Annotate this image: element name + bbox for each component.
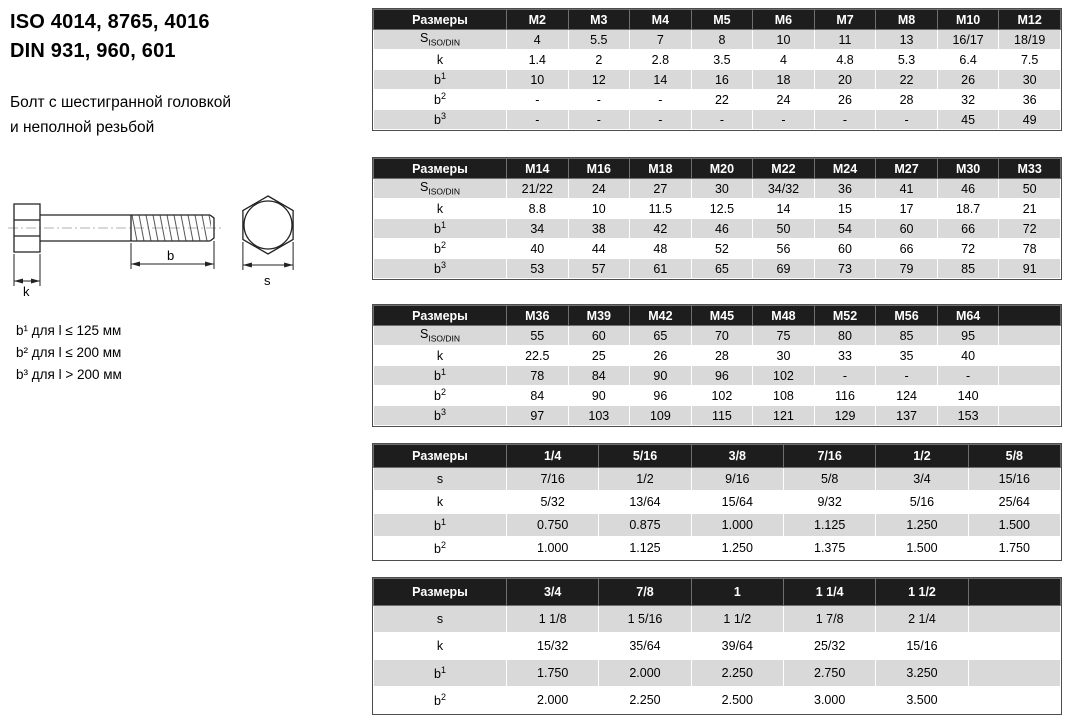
value-cell: 1/2 [599, 468, 691, 491]
value-cell-blank [968, 660, 1060, 687]
value-cell: 8.8 [507, 199, 569, 219]
column-header: Размеры [374, 445, 507, 468]
row-label: $b^2$ [374, 386, 507, 406]
value-cell: 153 [937, 406, 999, 426]
value-cell: 61 [630, 259, 692, 279]
value-cell: 3.250 [876, 660, 968, 687]
value-cell: 91 [999, 259, 1061, 279]
value-cell: 26 [630, 346, 692, 366]
value-cell: 3/4 [876, 468, 968, 491]
column-header: Размеры [374, 579, 507, 606]
value-cell: 21 [999, 199, 1061, 219]
value-cell: 2.500 [691, 687, 783, 714]
row-label: $b^1$ [374, 366, 507, 386]
column-header: M36 [507, 306, 569, 326]
value-cell: 85 [876, 326, 938, 346]
value-cell: 30 [691, 179, 753, 199]
value-cell: 1.250 [691, 537, 783, 560]
footnote-b3: b³ для l > 200 мм [16, 367, 122, 382]
hex-chamfer-circle [244, 201, 292, 249]
column-header: M7 [814, 10, 876, 30]
value-cell: 33 [814, 346, 876, 366]
value-cell: 22 [691, 90, 753, 110]
value-cell: 10 [568, 199, 630, 219]
value-cell: 13 [876, 30, 938, 50]
row-label: $b^1$ [374, 660, 507, 687]
value-cell: 73 [814, 259, 876, 279]
value-cell: 129 [814, 406, 876, 426]
value-cell: - [937, 366, 999, 386]
column-header: M56 [876, 306, 938, 326]
value-cell: 50 [999, 179, 1061, 199]
value-cell: 15/16 [968, 468, 1060, 491]
footnotes [16, 320, 122, 386]
value-cell: 1 5/16 [599, 606, 691, 633]
value-cell-blank [999, 346, 1061, 366]
row-label: $b^1$ [374, 514, 507, 537]
value-cell: 80 [814, 326, 876, 346]
value-cell: 1 1/2 [691, 606, 783, 633]
value-cell-blank [999, 366, 1061, 386]
value-cell: 15/16 [876, 633, 968, 660]
value-cell: 38 [568, 219, 630, 239]
value-cell: 15 [814, 199, 876, 219]
value-cell: 6.4 [937, 50, 999, 70]
row-label: $b^2$ [374, 90, 507, 110]
bolt-technical-drawing [6, 190, 351, 298]
row-label: $b^1$ [374, 70, 507, 90]
value-cell: 97 [507, 406, 569, 426]
value-cell: 27 [630, 179, 692, 199]
value-cell: 54 [814, 219, 876, 239]
value-cell: 41 [876, 179, 938, 199]
value-cell: 60 [814, 239, 876, 259]
column-header: M22 [753, 159, 815, 179]
value-cell: 78 [999, 239, 1061, 259]
value-cell: 1 1/8 [507, 606, 599, 633]
dim-label-k: k [23, 284, 30, 298]
value-cell: 10 [507, 70, 569, 90]
value-cell: 1.125 [599, 537, 691, 560]
value-cell: 1.4 [507, 50, 569, 70]
row-label: $b^3$ [374, 259, 507, 279]
row-label: $S_{ISO/DIN}$ [374, 179, 507, 199]
column-header: Размеры [374, 10, 507, 30]
value-cell: - [691, 110, 753, 130]
value-cell: 45 [937, 110, 999, 130]
value-cell: 25 [568, 346, 630, 366]
value-cell: 60 [876, 219, 938, 239]
table-inch-3-4-to-1-1-2 [372, 577, 1062, 715]
column-header: M42 [630, 306, 692, 326]
row-label: $S_{ISO/DIN}$ [374, 326, 507, 346]
value-cell: 4.8 [814, 50, 876, 70]
row-label: $b^2$ [374, 239, 507, 259]
column-header: M20 [691, 159, 753, 179]
value-cell: 5/16 [876, 491, 968, 514]
value-cell: 42 [630, 219, 692, 239]
row-label: $b^1$ [374, 219, 507, 239]
value-cell: 57 [568, 259, 630, 279]
value-cell: 2.750 [783, 660, 875, 687]
value-cell: - [876, 110, 938, 130]
value-cell: 22 [876, 70, 938, 90]
value-cell-blank [999, 326, 1061, 346]
value-cell: 66 [937, 219, 999, 239]
value-cell: 24 [568, 179, 630, 199]
value-cell: - [814, 110, 876, 130]
column-header: Размеры [374, 159, 507, 179]
value-cell: 7/16 [507, 468, 599, 491]
value-cell: 52 [691, 239, 753, 259]
row-label: s [374, 606, 507, 633]
column-header: 5/8 [968, 445, 1060, 468]
column-header: 5/16 [599, 445, 691, 468]
value-cell: 1.000 [691, 514, 783, 537]
value-cell: 12 [568, 70, 630, 90]
column-header: M6 [753, 10, 815, 30]
value-cell: 90 [568, 386, 630, 406]
value-cell: 17 [876, 199, 938, 219]
value-cell: 15/32 [507, 633, 599, 660]
value-cell: 0.750 [507, 514, 599, 537]
value-cell: - [753, 110, 815, 130]
value-cell: 102 [753, 366, 815, 386]
value-cell: 2.000 [599, 660, 691, 687]
value-cell: 124 [876, 386, 938, 406]
metric-m2-m12 [373, 9, 1061, 130]
column-header: 7/16 [783, 445, 875, 468]
value-cell: 40 [507, 239, 569, 259]
column-header: M45 [691, 306, 753, 326]
value-cell-blank [999, 386, 1061, 406]
value-cell: 36 [999, 90, 1061, 110]
value-cell: 1.375 [783, 537, 875, 560]
value-cell: 7 [630, 30, 692, 50]
column-header: 1/4 [507, 445, 599, 468]
table-metric-m36-m64 [372, 304, 1062, 427]
column-header: M27 [876, 159, 938, 179]
column-header: 7/8 [599, 579, 691, 606]
column-header: 3/4 [507, 579, 599, 606]
column-header: 1 [691, 579, 783, 606]
value-cell: 108 [753, 386, 815, 406]
value-cell: 48 [630, 239, 692, 259]
value-cell: 46 [937, 179, 999, 199]
value-cell: - [814, 366, 876, 386]
value-cell: 2 [568, 50, 630, 70]
value-cell: 65 [691, 259, 753, 279]
inch-1-4-to-5-8 [373, 444, 1061, 560]
value-cell: 84 [568, 366, 630, 386]
title-din-line: DIN 931, 960, 601 [10, 40, 176, 62]
value-cell: 9/32 [783, 491, 875, 514]
value-cell: 65 [630, 326, 692, 346]
value-cell: 28 [876, 90, 938, 110]
column-header-blank [968, 579, 1060, 606]
value-cell: 14 [753, 199, 815, 219]
value-cell: 137 [876, 406, 938, 426]
value-cell-blank [968, 687, 1060, 714]
column-header: M8 [876, 10, 938, 30]
row-label: k [374, 50, 507, 70]
value-cell: 78 [507, 366, 569, 386]
value-cell: 3.500 [876, 687, 968, 714]
column-header: M18 [630, 159, 692, 179]
value-cell: 96 [630, 386, 692, 406]
metric-m36-m64 [373, 305, 1061, 426]
column-header: 1 1/2 [876, 579, 968, 606]
value-cell-blank [968, 633, 1060, 660]
value-cell: 90 [630, 366, 692, 386]
column-header: M12 [999, 10, 1061, 30]
value-cell: 1.250 [876, 514, 968, 537]
value-cell: 75 [753, 326, 815, 346]
subtitle-line-1: Болт с шестигранной головкой [10, 94, 232, 111]
value-cell: 55 [507, 326, 569, 346]
value-cell: - [630, 90, 692, 110]
value-cell: 140 [937, 386, 999, 406]
row-label: k [374, 491, 507, 514]
value-cell: 16/17 [937, 30, 999, 50]
value-cell: 9/16 [691, 468, 783, 491]
value-cell: 7.5 [999, 50, 1061, 70]
value-cell: 72 [937, 239, 999, 259]
value-cell: 26 [814, 90, 876, 110]
value-cell: 21/22 [507, 179, 569, 199]
value-cell: - [630, 110, 692, 130]
value-cell: 1.750 [968, 537, 1060, 560]
value-cell: 4 [507, 30, 569, 50]
value-cell-blank [968, 606, 1060, 633]
value-cell: 20 [814, 70, 876, 90]
value-cell: 4 [753, 50, 815, 70]
value-cell: 5.3 [876, 50, 938, 70]
row-label: $b^3$ [374, 406, 507, 426]
value-cell: 28 [691, 346, 753, 366]
value-cell: 26 [937, 70, 999, 90]
column-header: 3/8 [691, 445, 783, 468]
row-label: k [374, 633, 507, 660]
value-cell: 8 [691, 30, 753, 50]
value-cell: 5/8 [783, 468, 875, 491]
bolt-thread-hatch [131, 216, 211, 241]
value-cell: 25/64 [968, 491, 1060, 514]
title-iso-line: ISO 4014, 8765, 4016 [10, 11, 210, 33]
value-cell-blank [999, 406, 1061, 426]
column-header: 1/2 [876, 445, 968, 468]
value-cell: 2.000 [507, 687, 599, 714]
row-label: k [374, 199, 507, 219]
column-header: M39 [568, 306, 630, 326]
value-cell: 2.250 [599, 687, 691, 714]
column-header: Размеры [374, 306, 507, 326]
page-title [10, 8, 210, 66]
value-cell: 22.5 [507, 346, 569, 366]
row-label: $S_{ISO/DIN}$ [374, 30, 507, 50]
value-cell: 11 [814, 30, 876, 50]
value-cell: 34 [507, 219, 569, 239]
value-cell: 44 [568, 239, 630, 259]
value-cell: 35 [876, 346, 938, 366]
value-cell: 12.5 [691, 199, 753, 219]
column-header: M10 [937, 10, 999, 30]
column-header: M3 [568, 10, 630, 30]
value-cell: 2 1/4 [876, 606, 968, 633]
value-cell: 34/32 [753, 179, 815, 199]
value-cell: 103 [568, 406, 630, 426]
column-header: M33 [999, 159, 1061, 179]
value-cell: - [568, 90, 630, 110]
value-cell: 116 [814, 386, 876, 406]
value-cell: - [507, 90, 569, 110]
column-header: M14 [507, 159, 569, 179]
value-cell: 18.7 [937, 199, 999, 219]
value-cell: 2.8 [630, 50, 692, 70]
row-label: k [374, 346, 507, 366]
value-cell: 14 [630, 70, 692, 90]
value-cell: 10 [753, 30, 815, 50]
column-header: M64 [937, 306, 999, 326]
value-cell: 1.500 [968, 514, 1060, 537]
value-cell: 121 [753, 406, 815, 426]
value-cell: 5.5 [568, 30, 630, 50]
column-header: M4 [630, 10, 692, 30]
value-cell: 95 [937, 326, 999, 346]
value-cell: 11.5 [630, 199, 692, 219]
footnote-b2: b² для l ≤ 200 мм [16, 345, 122, 360]
value-cell: 25/32 [783, 633, 875, 660]
value-cell: - [568, 110, 630, 130]
footnote-b1: b¹ для l ≤ 125 мм [16, 323, 122, 338]
row-label: $b^3$ [374, 110, 507, 130]
value-cell: 1.000 [507, 537, 599, 560]
value-cell: 46 [691, 219, 753, 239]
row-label: s [374, 468, 507, 491]
value-cell: 39/64 [691, 633, 783, 660]
value-cell: 84 [507, 386, 569, 406]
column-header: M2 [507, 10, 569, 30]
value-cell: 49 [999, 110, 1061, 130]
value-cell: 0.875 [599, 514, 691, 537]
value-cell: 85 [937, 259, 999, 279]
value-cell: 50 [753, 219, 815, 239]
row-label: $b^2$ [374, 537, 507, 560]
value-cell: 13/64 [599, 491, 691, 514]
value-cell: 18/19 [999, 30, 1061, 50]
value-cell: 56 [753, 239, 815, 259]
value-cell: 109 [630, 406, 692, 426]
column-header: M30 [937, 159, 999, 179]
value-cell: 70 [691, 326, 753, 346]
value-cell: 102 [691, 386, 753, 406]
value-cell: 66 [876, 239, 938, 259]
value-cell: 1.500 [876, 537, 968, 560]
value-cell: 3.000 [783, 687, 875, 714]
inch-3-4-to-1-1-2 [373, 578, 1061, 714]
table-inch-1-4-to-5-8 [372, 443, 1062, 561]
hex-outline [243, 196, 293, 254]
value-cell: 15/64 [691, 491, 783, 514]
value-cell: 36 [814, 179, 876, 199]
value-cell: 1.750 [507, 660, 599, 687]
hex-dimension-lines [243, 242, 293, 270]
bolt-hex-end-view [243, 196, 293, 254]
value-cell: 72 [999, 219, 1061, 239]
value-cell: 16 [691, 70, 753, 90]
value-cell: 1 7/8 [783, 606, 875, 633]
value-cell: 96 [691, 366, 753, 386]
column-header: M48 [753, 306, 815, 326]
dim-label-b: b [167, 248, 175, 263]
value-cell: 115 [691, 406, 753, 426]
column-header: M16 [568, 159, 630, 179]
dim-label-s: s [264, 273, 271, 288]
column-header: M5 [691, 10, 753, 30]
value-cell: - [507, 110, 569, 130]
value-cell: 69 [753, 259, 815, 279]
column-header: M24 [814, 159, 876, 179]
column-header-blank [999, 306, 1061, 326]
table-metric-m14-m33 [372, 157, 1062, 280]
value-cell: - [876, 366, 938, 386]
value-cell: 30 [753, 346, 815, 366]
metric-m14-m33 [373, 158, 1061, 279]
value-cell: 40 [937, 346, 999, 366]
page-subtitle [10, 90, 231, 140]
value-cell: 18 [753, 70, 815, 90]
value-cell: 35/64 [599, 633, 691, 660]
table-metric-m2-m12 [372, 8, 1062, 131]
value-cell: 3.5 [691, 50, 753, 70]
value-cell: 24 [753, 90, 815, 110]
value-cell: 79 [876, 259, 938, 279]
column-header: M52 [814, 306, 876, 326]
row-label: $b^2$ [374, 687, 507, 714]
value-cell: 2.250 [691, 660, 783, 687]
value-cell: 53 [507, 259, 569, 279]
value-cell: 60 [568, 326, 630, 346]
dimension-lines [14, 241, 214, 286]
value-cell: 5/32 [507, 491, 599, 514]
value-cell: 32 [937, 90, 999, 110]
value-cell: 1.125 [783, 514, 875, 537]
subtitle-line-2: и неполной резьбой [10, 119, 155, 136]
column-header: 1 1/4 [783, 579, 875, 606]
value-cell: 30 [999, 70, 1061, 90]
